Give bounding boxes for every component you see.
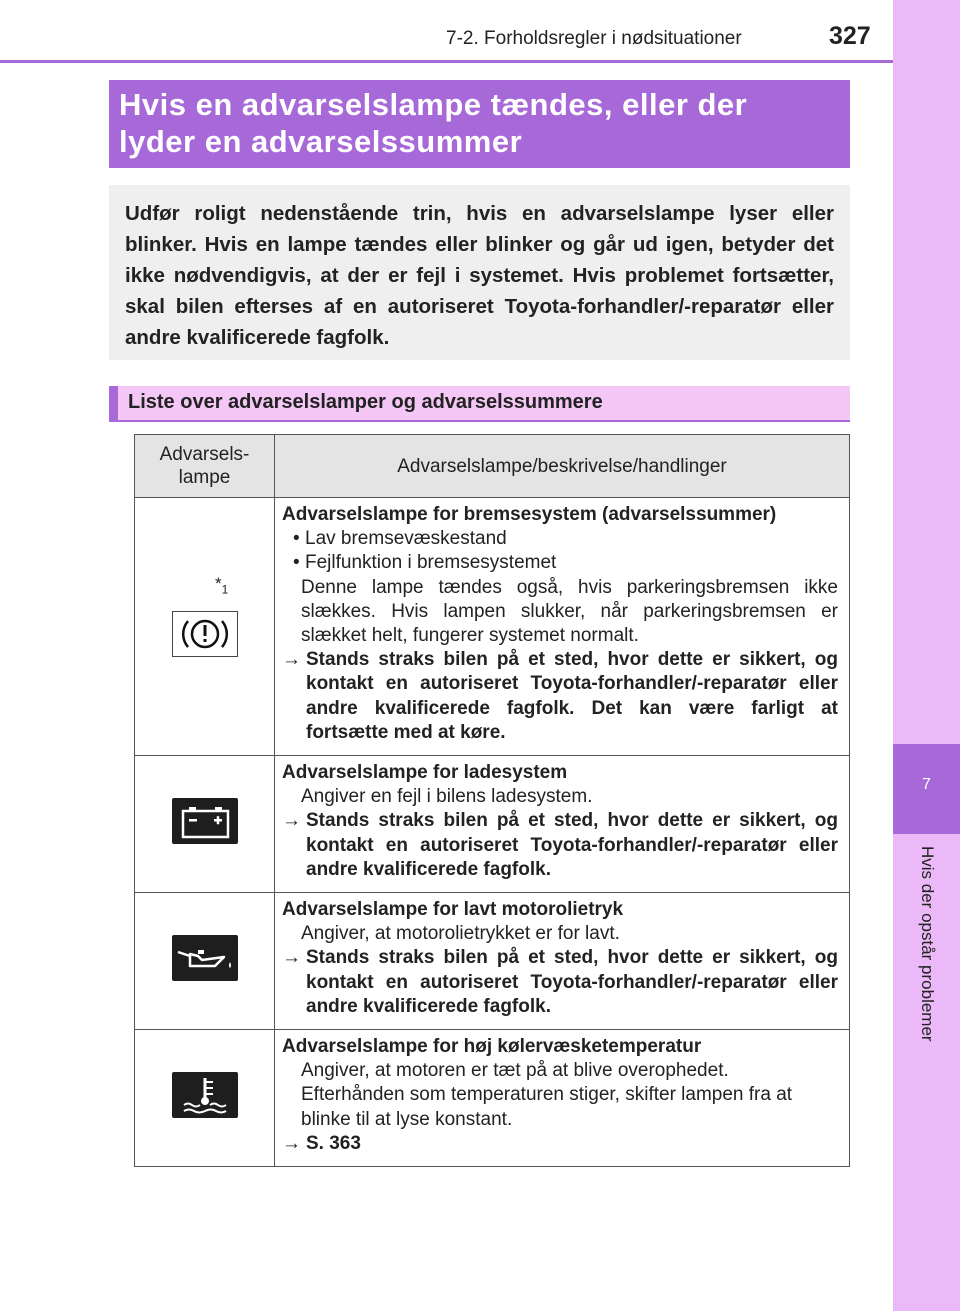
battery-icon — [172, 798, 238, 844]
oil-pressure-icon — [172, 935, 238, 981]
lamp-title: Advarselslampe for ladesystem — [282, 762, 568, 784]
lamp-description — [275, 893, 850, 1030]
page-heading-line-1: Hvis en advarselslampe tændes, eller der — [119, 87, 748, 122]
page-reference-link[interactable]: → S. 363 — [282, 1132, 838, 1156]
arrow-icon: → — [282, 1132, 301, 1154]
lamp-text: Angiver, at motoren er tæt på at blive overophedet. — [301, 1060, 729, 1082]
lamp-description — [275, 756, 850, 893]
header-rule — [0, 60, 893, 63]
chapter-number: 7 — [922, 776, 931, 793]
lamp-action: → Stands straks bilen på et sted, hvor dette er sikkert, og kontakt en autoriseret Toyota-forhandler/-reparatør eller andre kvalificerede fagfolk. Det kan være farligt at fortsætte med at køre. — [282, 649, 838, 743]
lamp-title: Advarselslampe for lavt motorolietryk — [282, 899, 624, 921]
intro-box — [109, 185, 850, 360]
arrow-icon: → — [282, 810, 301, 832]
table-row — [135, 893, 850, 1030]
footnote-marker: $*_1$ — [215, 574, 229, 597]
table-row — [135, 498, 850, 756]
lamp-text: Angiver, at motorolietrykket er for lavt. — [301, 923, 620, 945]
lamp-cell — [135, 498, 275, 756]
chapter-label — [893, 846, 960, 1146]
page-heading — [109, 80, 850, 168]
column-header-lamp — [135, 435, 275, 498]
column-header-description: Advarselslampe/beskrivelse/handlinger — [275, 435, 850, 498]
lamp-text: Denne lampe tændes også, hvis parkeringsbremsen ikke slækkes. Hvis lampen slukker, når parkeringsbremsen er slækket helt, fungerer systemet normalt. — [301, 576, 838, 647]
page-heading-line-2: lyder en advarselssummer — [119, 124, 523, 159]
lamp-title: Advarselslampe for bremsesystem (advarselssummer) — [282, 504, 777, 525]
intro-text: Udfør roligt nedenstående trin, hvis en advarselslampe lyser eller blinker. Hvis en lampe tændes eller blinker og går ud igen, betyder det ikke nødvendigvis, at der er fejl i systemet. Hvis problemet fortsætter, skal bilen efterses af en autoriseret Toyota-forhandler/-reparatør eller andre kvalificerede fagfolk. — [125, 202, 834, 349]
lamp-description — [275, 1030, 850, 1167]
lamp-text: Efterhånden som temperaturen stiger, skifter lampen fra at blinke til at lyse konstant. — [301, 1084, 793, 1130]
chapter-label-text: Hvis der opstår problemer — [918, 846, 937, 1042]
lamp-action: → Stands straks bilen på et sted, hvor dette er sikkert, og kontakt en autoriseret Toyota-forhandler/-reparatør eller andre kvalificerede fagfolk. — [282, 810, 838, 880]
lamp-text: Angiver en fejl i bilens ladesystem. — [301, 786, 593, 808]
lamp-action: → Stands straks bilen på et sted, hvor dette er sikkert, og kontakt en autoriseret Toyota-forhandler/-reparatør eller andre kvalificerede fagfolk. — [282, 947, 838, 1017]
list-item: • Fejlfunktion i bremsesystemet — [282, 551, 838, 575]
column-header-lamp-line-2: lampe — [178, 467, 231, 488]
lamp-description — [275, 498, 850, 756]
lamp-cell — [135, 893, 275, 1030]
coolant-temperature-icon — [172, 1072, 238, 1118]
warning-lamp-table — [134, 434, 850, 1167]
brake-warning-icon — [172, 611, 238, 657]
lamp-cell — [135, 1030, 275, 1167]
list-item: • Lav bremsevæskestand — [282, 527, 838, 551]
column-header-lamp-line-1: Advarsels- — [159, 444, 250, 465]
table-header-row — [135, 435, 850, 498]
lamp-cell — [135, 756, 275, 893]
table-row — [135, 756, 850, 893]
page-number: 327 — [829, 22, 871, 50]
sub-heading: Liste over advarselslamper og advarselssummere — [109, 386, 850, 422]
arrow-icon: → — [282, 649, 301, 671]
lamp-title: Advarselslampe for høj kølervæsketemperatur — [282, 1036, 702, 1058]
arrow-icon: → — [282, 947, 301, 969]
section-title: 7-2. Forholdsregler i nødsituationer — [446, 28, 742, 49]
table-row — [135, 1030, 850, 1167]
